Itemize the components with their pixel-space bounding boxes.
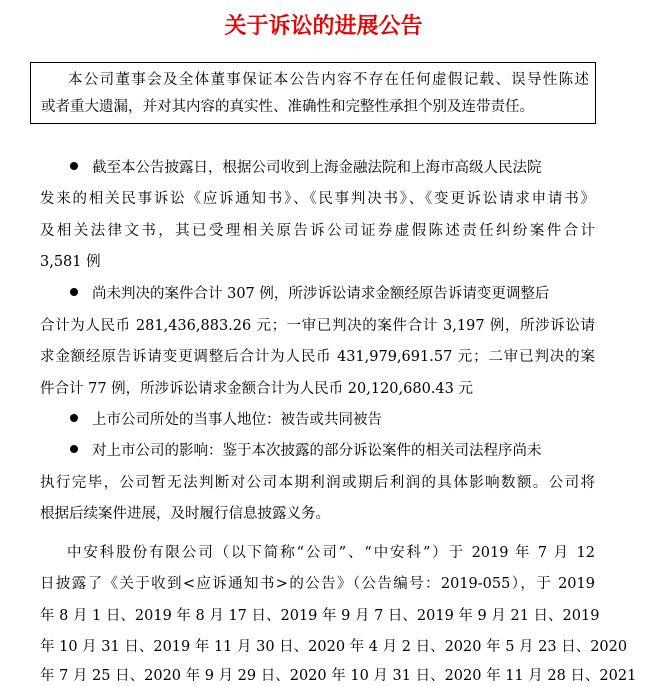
- bullet-1-line-4: 3,581 例: [40, 254, 101, 270]
- bullet-3-line-1: 上市公司所处的当事人地位：被告或共同被告: [0, 410, 647, 430]
- bullet-dot-icon: [70, 288, 78, 296]
- bullet-dot-icon: [70, 162, 78, 170]
- bullet-1-line-3: 及相关法律文书，其已受理相关原告诉公司证券虚假陈述责任纠纷案件合计: [40, 223, 595, 239]
- body-line-2: 日披露了《关于收到<应诉通知书>的公告》（公告编号：2019-055），于 2019: [40, 576, 595, 592]
- body-line-5: 年 7 月 25 日、2020 年 9 月 29 日、2020 年 10 月 31 日、2020 年 11 月 28 日、2021: [40, 668, 637, 684]
- disclaimer-box: [30, 62, 596, 124]
- body-line-4: 年 10 月 31 日、2019 年 11 月 30 日、2020 年 4 月 2 日、2020 年 5 月 23 日、2020: [40, 639, 628, 655]
- bullet-4-line-1: 对上市公司的影响：鉴于本次披露的部分诉讼案件的相关司法程序尚未: [0, 441, 593, 461]
- bullet-dot-icon: [70, 445, 78, 453]
- bullet-dot-icon: [70, 414, 78, 422]
- bullet-2-line-3: 求金额经原告诉请变更调整后合计为人民币 431,979,691.57 元；二审已判决的案: [40, 349, 595, 365]
- bullet-2-line-4: 件合计 77 例，所涉诉讼请求金额合计为人民币 20,120,680.43 元: [40, 381, 473, 397]
- bullet-1-line-2: 发来的相关民事诉讼《应诉通知书》、《民事判决书》、《变更诉讼请求申请书》: [40, 191, 595, 207]
- disclaimer-line-2: 或者重大遗漏，并对其内容的真实性、准确性和完整性承担个别及连带责任。: [41, 99, 534, 115]
- bullet-4-line-3: 根据后续案件进展，及时履行信息披露义务。: [40, 506, 330, 522]
- bullet-1-line-1: 截至本公告披露日，根据公司收到上海金融法院和上海市高级人民法院: [0, 158, 593, 178]
- page-title: 关于诉讼的进展公告: [224, 14, 423, 39]
- disclaimer-line-1: 本公司董事会及全体董事保证本公告内容不存在任何虚假记载、误导性陈述: [68, 72, 589, 88]
- bullet-2-line-2: 合计为人民币 281,436,883.26 元；一审已判决的案件合计 3,197 例，所涉诉讼请: [40, 318, 595, 334]
- body-line-3: 年 8 月 1 日、2019 年 8 月 17 日、2019 年 9 月 7 日、2019 年 9 月 21 日、2019: [40, 608, 600, 624]
- bullet-4-line-2: 执行完毕，公司暂无法判断对公司本期利润或期后利润的具体影响数额。公司将: [40, 475, 595, 491]
- bullet-2-line-1: 尚未判决的案件合计 307 例，所涉诉讼请求金额经原告诉请变更调整后: [0, 284, 593, 304]
- body-line-1: 中安科股份有限公司（以下简称“公司”、“中安科”）于 2019 年 7 月 12: [67, 545, 595, 561]
